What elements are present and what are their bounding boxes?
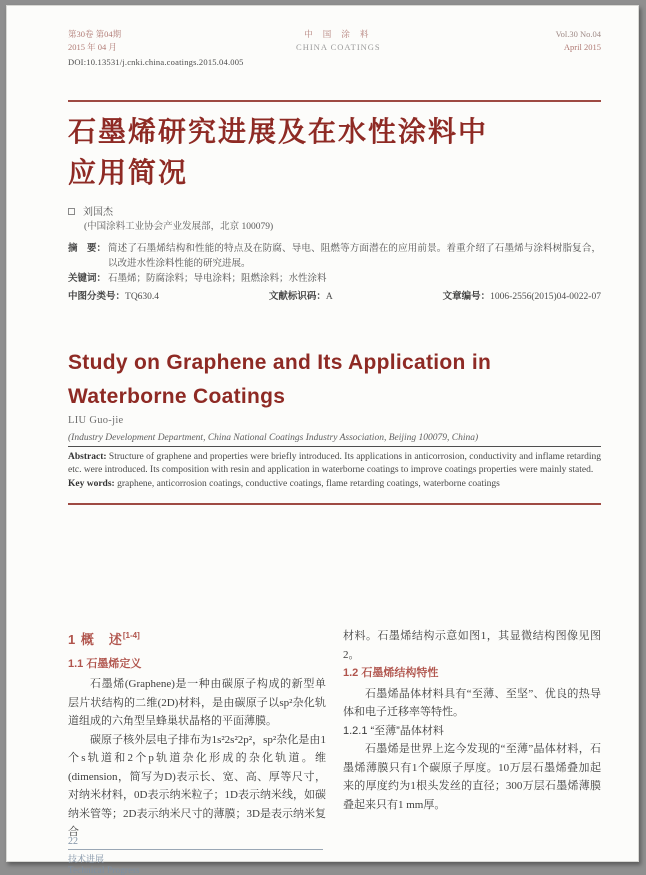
body-paragraph: 石墨烯晶体材料具有“至薄、至坚”、优良的热导体和电子迁移率等特性。	[343, 687, 601, 718]
journal-header-center	[296, 28, 381, 53]
keywords-cn-label: 关键词：	[68, 274, 107, 284]
doi-line: DOI:10.13531/j.cnki.china.coatings.2015.04.005	[68, 57, 244, 67]
page-number: 22	[68, 836, 78, 847]
footer-divider-line	[68, 849, 323, 850]
page-footer	[68, 836, 601, 875]
section-heading-1-text: 1 概 述	[68, 632, 123, 647]
keywords-en-label: Key words:	[68, 479, 115, 490]
abstract-cn	[68, 242, 601, 271]
body-column-right	[343, 627, 601, 842]
keywords-en	[68, 478, 601, 491]
paper-page	[6, 5, 639, 875]
article-title-en	[68, 346, 601, 413]
footer-section-en: Technical Progress	[68, 865, 140, 875]
journal-name-en: CHINA COATINGS	[296, 41, 381, 52]
clc-label: 中图分类号：	[68, 291, 126, 302]
journal-volume-issue-en: Vol.30 No.04	[555, 29, 601, 39]
classification-row	[68, 290, 601, 305]
journal-name-cn: 中 国 涂 料	[304, 29, 373, 39]
abstract-block-cn	[68, 242, 601, 304]
journal-date-en: April 2015	[563, 41, 601, 52]
journal-header-right	[556, 28, 601, 53]
header-divider-rule	[68, 100, 601, 102]
abstract-en-label: Abstract:	[68, 452, 107, 462]
body-paragraph: 碳原子核外层电子排布为1s²2s²2p²，sp²杂化是由1个s轨道和2个p轨道杂化形成的杂化轨道。维(dimension，简写为D)表示长、宽、高、厚等尺寸，对纳米材料，0D表示纳米粒子；1D表示纳米线，如碳纳米管等；2D表示纳米尺寸的薄膜；3D是表示纳米复合	[68, 733, 326, 838]
author-name-cn: 刘国杰	[83, 207, 113, 218]
doc-code-value: A	[325, 291, 333, 302]
author-square-icon	[68, 208, 75, 215]
keywords-cn	[68, 272, 601, 287]
body-paragraph: 石墨烯(Graphene)是一种由碳原子构成的新型单层片状结构的二维(2D)材料，是由碳原子以sp²杂化轨道组成的六角型呈蜂巢状晶格的平面薄膜。	[68, 678, 326, 727]
clc-value: TQ630.4	[125, 291, 160, 302]
journal-header	[68, 28, 601, 53]
section-heading-1-2-1: 1.2.1 “至薄”晶体材料	[343, 724, 444, 737]
keywords-cn-text: 石墨烯；防腐涂料；导电涂料；阻燃涂料；水性涂料	[108, 274, 327, 284]
abstract-block-en	[68, 451, 601, 492]
section-heading-1	[68, 627, 326, 650]
author-name-en: LIU Guo-jie	[68, 415, 124, 426]
keywords-en-text: graphene, anticorrosion coatings, conductive coatings, flame retarding coatings, waterborne coatings	[114, 479, 500, 490]
section-heading-1-2: 1.2 石墨烯结构特性	[343, 667, 439, 679]
journal-header-left	[68, 28, 121, 53]
citation-superscript: [1-4]	[122, 631, 140, 640]
author-row	[68, 203, 601, 218]
article-title-en-line2: Waterborne Coatings	[68, 384, 286, 408]
body-column-left	[68, 627, 326, 842]
article-title-cn-line2: 应用简况	[68, 157, 189, 188]
footer-section-cn: 技术进展	[68, 854, 105, 864]
clc-item	[68, 290, 159, 305]
doc-code-item	[269, 290, 333, 305]
body-paragraph: 材料。石墨烯结构示意如图1，其显微结构图像见图2。	[343, 630, 601, 661]
article-title-en-line1: Study on Graphene and Its Application in	[68, 351, 492, 374]
affiliation-divider-line	[68, 446, 601, 447]
body-columns	[68, 627, 601, 842]
abstract-cn-text: 简述了石墨烯结构和性能的特点及在防腐、导电、阻燃等方面潜在的应用前景。着重介绍了石墨烯与涂料树脂复合，以改进水性涂料性能的研究进展。	[108, 244, 601, 269]
abstract-divider-rule	[68, 503, 601, 505]
affiliation-cn: (中国涂料工业协会产业发展部，北京 100079)	[84, 222, 274, 232]
abstract-en	[68, 451, 601, 477]
article-id-label: 文章编号：	[442, 291, 491, 302]
section-heading-1-1: 1.1 石墨烯定义	[68, 657, 142, 670]
article-title-cn	[68, 111, 601, 193]
article-id-item	[443, 290, 601, 305]
doc-code-label: 文献标识码：	[268, 291, 326, 302]
abstract-cn-label: 摘 要：	[68, 244, 107, 254]
article-title-cn-line1: 石墨烯研究进展及在水性涂料中	[68, 116, 489, 147]
abstract-en-text: Structure of graphene and properties were briefly introduced. Its applications in anticorrosion, conductivity and inflame retarding etc. were introduced. Its composition with resin and application in waterborne coatings to improve coatings properties were mainly stated.	[68, 452, 601, 476]
journal-volume-issue-cn: 第30卷 第04期	[68, 29, 122, 39]
article-id-value: 1006-2556(2015)04-0022-07	[490, 291, 601, 302]
body-paragraph: 石墨烯是世界上迄今发现的“至薄”晶体材料，石墨烯薄膜只有1个碳原子厚度。10万层石墨烯叠加起来的厚度约为1根头发丝的直径；300万层石墨烯薄膜叠起来只有1 mm厚。	[343, 743, 601, 811]
journal-date-cn: 2015 年 04 月	[68, 41, 117, 52]
affiliation-en: (Industry Development Department, China National Coatings Industry Association, Beijing 100079, China)	[68, 433, 479, 443]
